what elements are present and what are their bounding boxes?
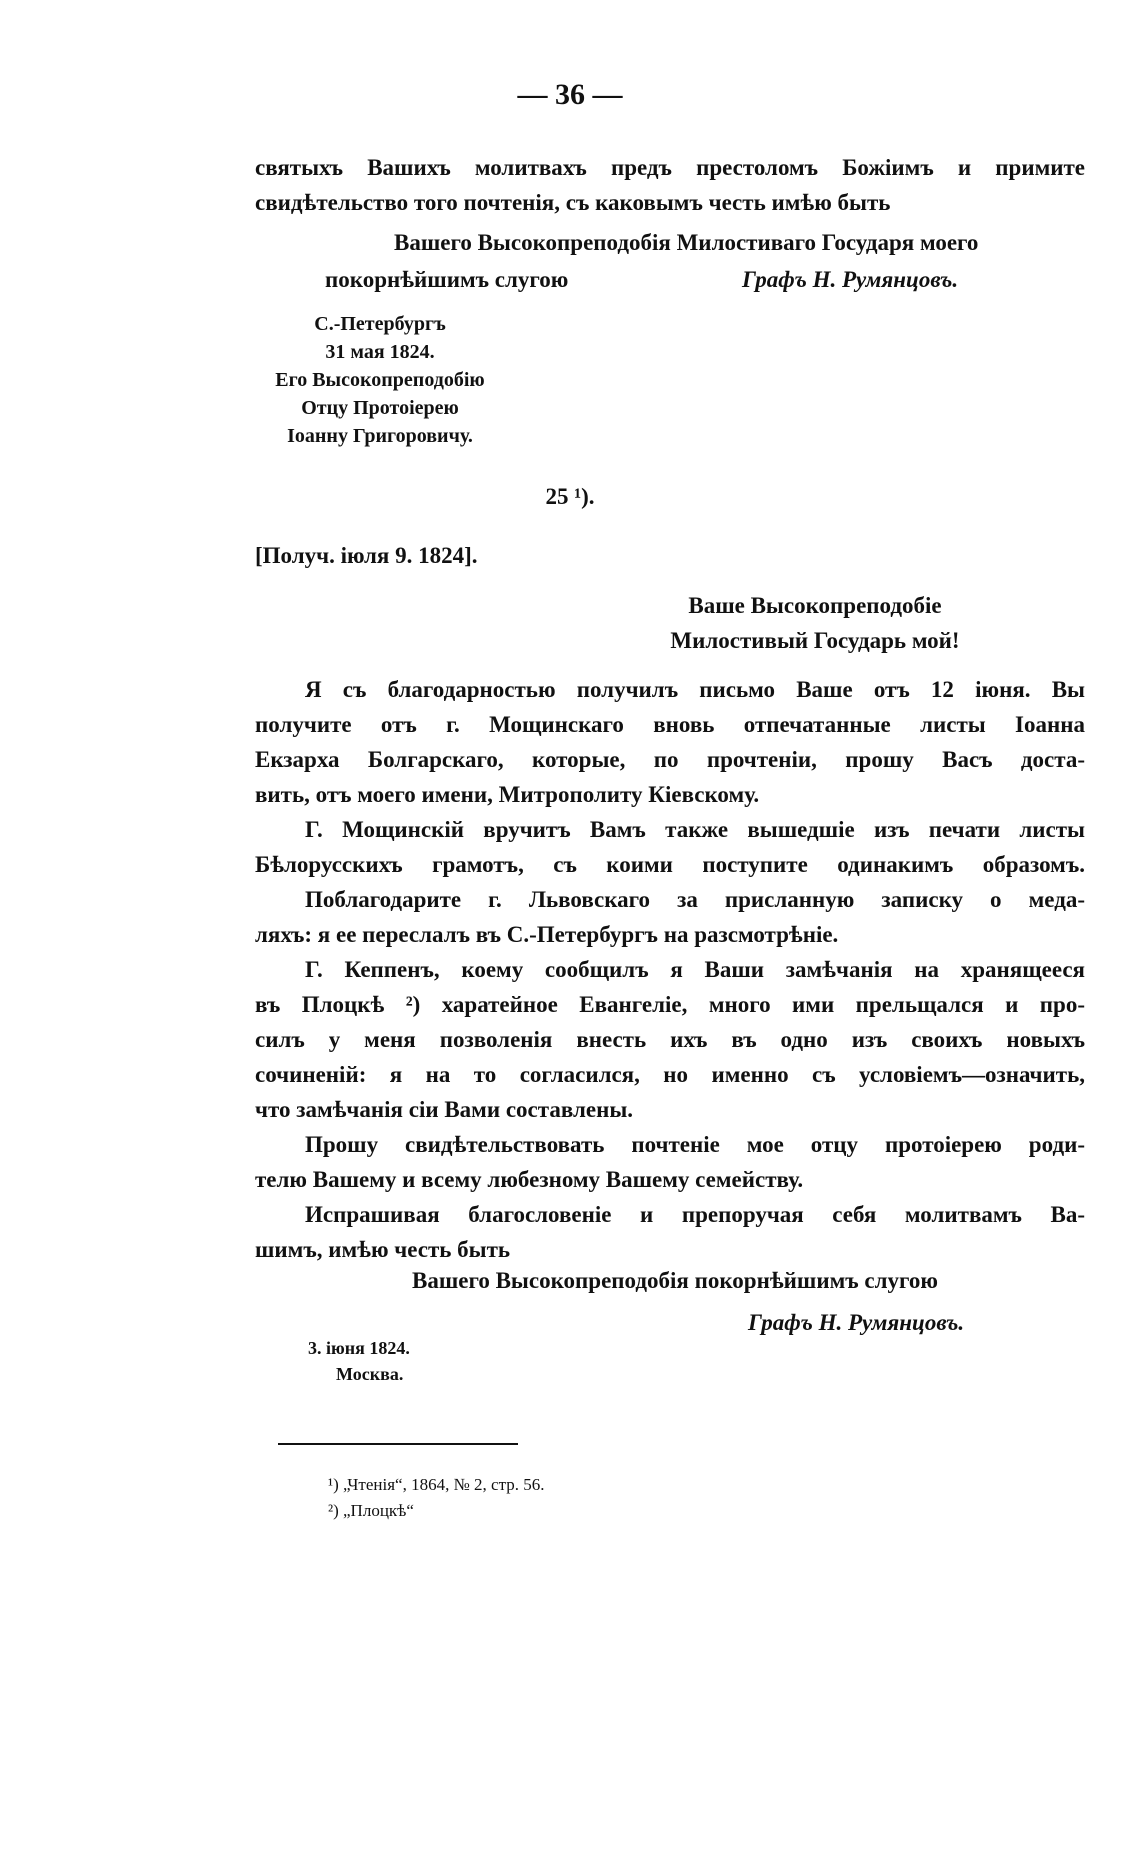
text-line: вить, отъ моего имени, Митрополиту Кіевскому. [255,782,760,807]
letter-body [255,672,1085,1267]
text-line: въ Плоцкѣ ²) харатейное Евангеліе, много ими прельщался и про- [255,992,1085,1017]
text-line: Екзарха Болгарскаго, которые, по прочтеніи, прошу Васъ доста- [255,747,1085,772]
letter-number: 25 ¹). [545,484,595,509]
text-line: Поблагодарите г. Львовскаго за присланную записку о меда- [305,887,1085,912]
address-block [255,310,505,450]
letter-date: 3. іюня 1824. [308,1338,410,1358]
text-line: Бѣлорусскихъ грамотъ, съ коими поступите одинакимъ образомъ. [255,852,1085,877]
footnotes [328,1472,544,1524]
text-line: получите отъ г. Мощинскаго вновь отпечатанные листы Іоанна [255,712,1085,737]
text-line: шимъ, имѣю честь быть [255,1237,511,1262]
opening-text [255,150,1085,220]
received-date: [Получ. іюля 9. 1824]. [255,543,478,568]
address-line: Его Высокопреподобію [275,369,485,391]
signature: Графъ Н. Румянцовъ. [748,1310,965,1335]
closing-servant: покорнѣйшимъ слугою [325,267,569,292]
text-line: Г. Мощинскій вручитъ Вамъ также вышедшіе изъ печати листы [305,817,1085,842]
salutation [600,588,1030,658]
address-line: Отцу Протоіерею [301,397,459,419]
text-line: телю Вашему и всему любезному Вашему семейству. [255,1167,804,1192]
closing-line: Вашего Высокопреподобія покорнѣйшимъ слугою [412,1268,938,1293]
signature: Графъ Н. Румянцовъ. [742,267,959,292]
text-line: Испрашивая благословеніе и препоручая себя молитвамъ Ва- [305,1202,1085,1227]
text-line: сочиненій: я на то согласился, но именно съ условіемъ—означить, [255,1062,1085,1087]
address-line: С.-Петербургъ [314,313,446,335]
page-number: — 36 — [517,78,623,111]
footnote: ²) „Плоцкѣ“ [328,1501,414,1520]
text-line: Я съ благодарностью получилъ письмо Ваше отъ 12 іюня. Вы [305,677,1085,702]
footnote: ¹) „Чтенія“, 1864, № 2, стр. 56. [328,1475,545,1494]
footnote-divider [278,1443,518,1445]
text-line: силъ у меня позволенія внесть ихъ въ одно изъ своихъ новыхъ [255,1027,1085,1052]
salutation-line: Милостивый Государь мой! [670,628,960,653]
text-line: свидѣтельство того почтенія, съ каковымъ честь имѣю быть [255,190,891,215]
text-line: ляхъ: я ее переслалъ въ С.-Петербургъ на разсмотрѣніе. [255,922,839,947]
text-line: что замѣчанія сіи Вами составлены. [255,1097,634,1122]
closing-line: Вашего Высокопреподобія Милостиваго Государя моего [394,230,979,255]
text-line: святыхъ Вашихъ молитвахъ предъ престоломъ Божіимъ и примите [255,155,1085,180]
salutation-line: Ваше Высокопреподобіе [688,593,942,618]
address-line: Іоанну Григоровичу. [287,425,473,447]
letter-place: Москва. [336,1364,404,1384]
address-line: 31 мая 1824. [325,341,435,363]
text-line: Прошу свидѣтельствовать почтеніе мое отцу протоіерею роди- [305,1132,1085,1157]
text-line: Г. Кеппенъ, коему сообщилъ я Ваши замѣчанія на хранящееся [305,957,1085,982]
